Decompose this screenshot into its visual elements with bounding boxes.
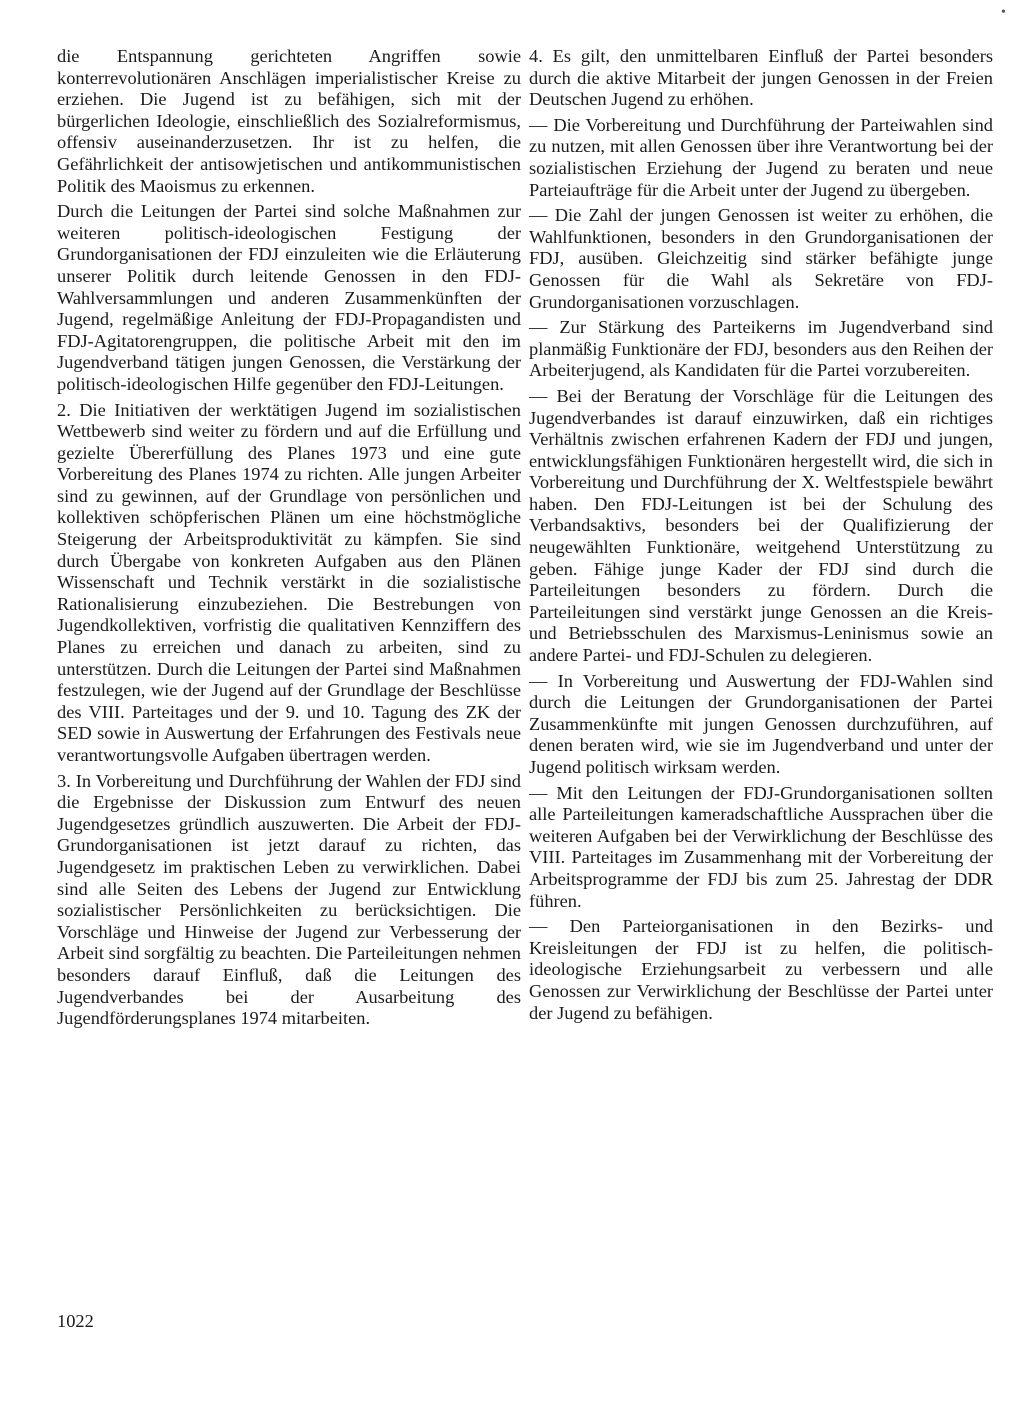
- paragraph: — Zur Stärkung des Parteikerns im Jugendverband sind planmäßig Funktionäre der FDJ, besonders aus den Reihen der Arbeiterjugend, als Kandidaten für die Partei vorzubereiten.: [529, 317, 993, 381]
- paragraph: 2. Die Initiativen der werktätigen Jugend im sozialistischen Wettbewerb sind weiter zu fördern und auf die Erfüllung und gezielte Übererfüllung des Planes 1973 und eine gute Vorbereitung des Planes 1974 zu richten. Alle jungen Arbeiter sind zu gewinnen, auf der Grundlage von persönlichen und kollektiven schöpferischen Plänen um eine höchstmögliche Steigerung der Arbeitsproduktivität zu kämpfen. Sie sind durch Übergabe von konkreten Aufgaben aus den Plänen Wissenschaft und Technik verstärkt in die sozialistische Rationalisierung einzubeziehen. Die Bestrebungen von Jugendkollektiven, vorfristig die qualitativen Kennziffern des Planes zu erreichen und danach zu arbeiten, sind zu unterstützen. Durch die Leitungen der Partei sind Maßnahmen festzulegen, wie der Jugend auf der Grundlage der Beschlüsse des VIII. Parteitages und der 9. und 10. Tagung des ZK der SED sowie in Auswertung der Erfahrungen des Festivals neue verantwortungsvolle Aufgaben übertragen werden.: [57, 399, 521, 765]
- left-column: [57, 46, 521, 1034]
- paragraph: Durch die Leitungen der Partei sind solche Maßnahmen zur weiteren politisch-ideologischen Festigung der Grundorganisationen der FDJ einzuleiten wie die Erläuterung unserer Politik durch leitende Genossen in den FDJ-Wahlversammlungen und anderen Zusammenkünften der Jugend, regelmäßige Anleitung der FDJ-Propagandisten und FDJ-Agitatorengruppen, die politische Arbeit mit den im Jugendverband tätigen jungen Genossen, die Verstärkung der politisch-ideologischen Hilfe gegenüber den FDJ-Leitungen.: [57, 201, 521, 394]
- paragraph: — Die Zahl der jungen Genossen ist weiter zu erhöhen, die Wahlfunktionen, besonders in den Grundorganisationen der FDJ, ausüben. Gleichzeitig sind stärker befähigte junge Genossen für die Wahl als Sekretäre von FDJ-Grundorganisationen vorzuschlagen.: [529, 205, 993, 312]
- paragraph: — Die Vorbereitung und Durchführung der Parteiwahlen sind zu nutzen, mit allen Genossen über ihre Verantwortung bei der sozialistischen Erziehung der Jugend zu beraten und neue Parteiaufträge für die Arbeit unter der Jugend zu übergeben.: [529, 114, 993, 200]
- paragraph: — Den Parteiorganisationen in den Bezirks- und Kreisleitungen der FDJ ist zu helfen, die politisch-ideologische Erziehungsarbeit zu verbessern und alle Genossen zur Verwirklichung der Beschlüsse der Partei unter der Jugend zu befähigen.: [529, 916, 993, 1023]
- page-number: 1022: [57, 1311, 94, 1331]
- paragraph: die Entspannung gerichteten Angriffen sowie konterrevolutionären Anschlägen imperialistischer Kreise zu erziehen. Die Jugend ist zu befähigen, sich mit der bürgerlichen Ideologie, einschließlich des Sozialreformismus, offensiv auseinanderzusetzen. Ihr ist zu helfen, die Gefährlichkeit der antisowjetischen und antikommunistischen Politik des Maoismus zu erkennen.: [57, 46, 521, 196]
- right-column: [529, 46, 993, 1028]
- paragraph: — In Vorbereitung und Auswertung der FDJ-Wahlen sind durch die Leitungen der Grundorganisationen der Partei Zusammenkünfte mit jungen Genossen durchzuführen, auf denen beraten wird, wie sie im Jugendverband und unter der Jugend politisch wirksam werden.: [529, 670, 993, 777]
- paragraph: — Mit den Leitungen der FDJ-Grundorganisationen sollten alle Parteileitungen kameradschaftliche Aussprachen über die weiteren Aufgaben bei der Verwirklichung der Beschlüsse des VIII. Parteitages im Zusammenhang mit der Vorbereitung der Arbeitsprogramme der FDJ bis zum 25. Jahrestag der DDR führen.: [529, 782, 993, 911]
- paragraph: 3. In Vorbereitung und Durchführung der Wahlen der FDJ sind die Ergebnisse der Diskussion zum Entwurf des neuen Jugendgesetzes gründlich auszuwerten. Die Arbeit der FDJ-Grundorganisationen ist jetzt darauf zu richten, das Jugendgesetz im praktischen Leben zu verwirklichen. Dabei sind alle Seiten des Lebens der Jugend zur Entwicklung sozialistischer Persönlichkeiten zu berücksichtigen. Die Vorschläge und Hinweise der Jugend zur Verbesserung der Arbeit sind sorgfältig zu beachten. Die Parteileitungen nehmen besonders darauf Einfluß, daß die Leitungen des Jugendverbandes bei der Ausarbeitung des Jugendförderungsplanes 1974 mitarbeiten.: [57, 770, 521, 1029]
- corner-mark: •: [1001, 5, 1006, 20]
- paragraph: — Bei der Beratung der Vorschläge für die Leitungen des Jugendverbandes ist darauf einzuwirken, daß ein richtiges Verhältnis zwischen erfahrenen Kadern der FDJ und jungen, entwicklungsfähigen Funktionären hergestellt wird, die sich in Vorbereitung und Durchführung der X. Weltfestspiele bewährt haben. Den FDJ-Leitungen ist bei der Schulung des Verbandsaktivs, besonders bei der Qualifizierung der neugewählten Funktionäre, weitgehend Unterstützung zu geben. Fähige junge Kader der FDJ sind durch die Parteileitungen besonders zu fördern. Durch die Parteileitungen sind verstärkt junge Genossen an die Kreis- und Betriebsschulen des Marxismus-Leninismus sowie an andere Partei- und FDJ-Schulen zu delegieren.: [529, 385, 993, 666]
- paragraph: 4. Es gilt, den unmittelbaren Einfluß der Partei besonders durch die aktive Mitarbeit der jungen Genossen in der Freien Deutschen Jugend zu erhöhen.: [529, 46, 993, 110]
